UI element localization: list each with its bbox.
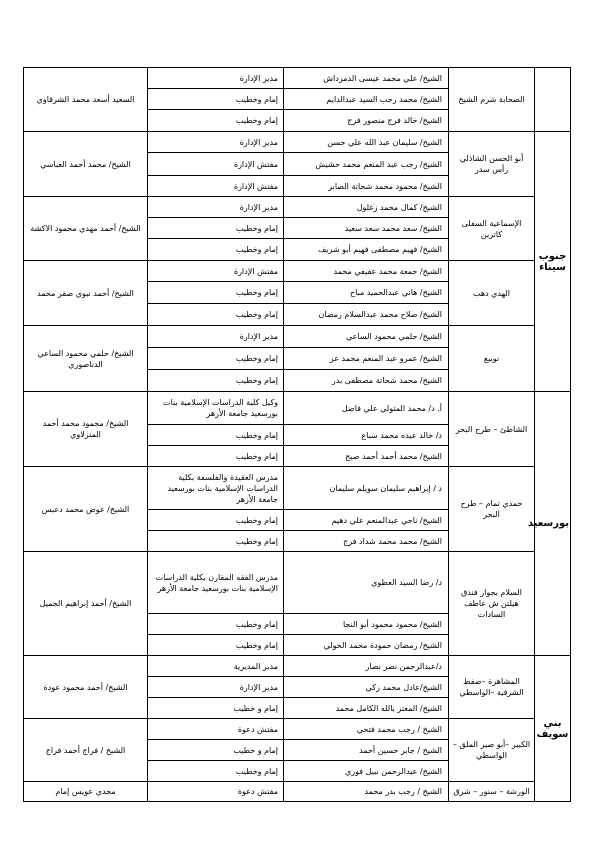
table-row	[24, 719, 571, 740]
preacher-name-cell: الشيخ/ محمد أحمد أحمد صبح	[284, 446, 449, 467]
governorate-cell: بورسعيد	[535, 392, 571, 656]
role-cell: إمام وخطيب	[148, 304, 284, 326]
preacher-name-cell: د/ خالد عبده محمد سباع	[284, 425, 449, 446]
preacher-name-cell: الشيخ/ عبدالرحمن نبيل فوزي	[284, 761, 449, 782]
supervisor-cell: الشيخ/ أحمد مهدي محمود الاكشة	[24, 197, 148, 261]
schedule-table	[23, 67, 571, 802]
table-row	[24, 656, 571, 677]
mosque-cell: حمدي تمام – طرح البحر	[449, 467, 535, 552]
table-row	[24, 261, 571, 282]
role-cell: إمام و خطيب	[148, 740, 284, 761]
role-cell: مدرس الفقه المقارن بكلية الدراسات الإسلامية بنات بورسعيد جامعة الأزهر	[148, 552, 284, 614]
preacher-name-cell: الشيخ/ محمد محمد شداد فرج	[284, 531, 449, 552]
preacher-name-cell: الشيخ/ رجب عبد المنعم محمد حشيش	[284, 153, 449, 176]
role-cell: مفتش دعوة	[148, 719, 284, 740]
preacher-name-cell: الشيخ/ صلاح محمد عبدالسلام رمضان	[284, 304, 449, 326]
preacher-name-cell: د/عبدالرحمن نصر نصار	[284, 656, 449, 677]
role-cell: إمام وخطيب	[148, 510, 284, 531]
table-row	[24, 392, 571, 425]
mosque-cell: نويبع	[449, 326, 535, 392]
supervisor-cell: الشيخ/ أحمد إبراهيم الجميل	[24, 552, 148, 656]
role-cell: مدير الإدارة	[148, 68, 284, 89]
table-row	[24, 68, 571, 89]
supervisor-cell: الشيخ/ محمود محمد أحمد المنزلاوي	[24, 392, 148, 467]
governorate-cell: بني سويف	[535, 656, 571, 802]
role-cell: مدرس العقيدة والفلسفة بكلية الدراسات الإسلامية بنات بورسعيد جامعة الأزهر	[148, 467, 284, 510]
preacher-name-cell: الشيخ/ جمعة محمد عفيفي محمد	[284, 261, 449, 282]
preacher-name-cell: الشيخ/ كمال محمد زغلول	[284, 197, 449, 218]
table-row	[24, 782, 571, 802]
preacher-name-cell: د / إبراهيم سليمان سويلم سليمان	[284, 467, 449, 510]
role-cell: إمام وخطيب	[148, 531, 284, 552]
table-row	[24, 132, 571, 153]
role-cell: إمام وخطيب	[148, 761, 284, 782]
role-cell: مدير المديرية	[148, 656, 284, 677]
schedule-body	[24, 68, 571, 802]
governorate-cell: جنوب سيناء	[535, 132, 571, 392]
supervisor-cell: الشيخ/ أحمد محمود عودة	[24, 656, 148, 719]
role-cell: مفتش دعوة	[148, 782, 284, 802]
role-cell: إمام وخطيب	[148, 218, 284, 239]
preacher-name-cell: الشيخ/عادل محمد زكي	[284, 677, 449, 698]
preacher-name-cell: الشيخ/ هاني عبدالحميد مباح	[284, 282, 449, 304]
preacher-name-cell: الشيخ/ علي محمد عيسى الدمرداش	[284, 68, 449, 89]
role-cell: إمام وخطيب	[148, 348, 284, 370]
table-row	[24, 467, 571, 510]
role-cell: مفتش الإدارة	[148, 176, 284, 197]
role-cell: مدير الإدارة	[148, 197, 284, 218]
role-cell: إمام وخطيب	[148, 370, 284, 392]
supervisor-cell: الشيخ/ حلمي محمود الساعي الدناصوري	[24, 326, 148, 392]
preacher-name-cell: الشيخ/ رمضان حمودة محمد الخولي	[284, 635, 449, 656]
role-cell: إمام وخطيب	[148, 635, 284, 656]
role-cell: مفتش الإدارة	[148, 261, 284, 282]
supervisor-cell: الشيخ/ محمد أحمد العباسي	[24, 132, 148, 197]
preacher-name-cell: د/ رضا السيد العطوي	[284, 552, 449, 614]
preacher-name-cell: الشيخ/ محمود محمود أبو النجا	[284, 614, 449, 635]
role-cell: وكيل كلية الدراسات الإسلامية بنات بورسعيد جامعة الأزهر	[148, 392, 284, 425]
preacher-name-cell: الشيخ/ عمرو عبد المنعم محمد عز	[284, 348, 449, 370]
supervisor-cell: الشيخ / فراج أحمد فراج	[24, 719, 148, 782]
mosque-cell: الشاطئ – طرح البحر	[449, 392, 535, 467]
table-row	[24, 326, 571, 348]
table-row	[24, 552, 571, 614]
mosque-cell: الإسماعية السفلى كاترين	[449, 197, 535, 261]
preacher-name-cell: الشيخ/ محمد رجب السيد عبدالدايم	[284, 89, 449, 110]
role-cell: مدير الإدارة	[148, 132, 284, 153]
preacher-name-cell: الشيخ/ المعتز بالله الكامل محمد	[284, 698, 449, 719]
mosque-cell: الهدي دهب	[449, 261, 535, 326]
role-cell: مدير الإدارة	[148, 326, 284, 348]
role-cell: مفتش الإدارة	[148, 153, 284, 176]
mosque-cell: الصحابة شرم الشيخ	[449, 68, 535, 132]
mosque-cell: المشاهرة –صفط الشرقية –الواسطي	[449, 656, 535, 719]
role-cell: إمام وخطيب	[148, 614, 284, 635]
preacher-name-cell: الشيخ/ سعد محمد سعد سعيد	[284, 218, 449, 239]
preacher-name-cell: الشيخ/ محمد شحاتة مصطفى بدر	[284, 370, 449, 392]
supervisor-cell: مجدي عويس إمام	[24, 782, 148, 802]
supervisor-cell: الشيخ/ عوض محمد دعبس	[24, 467, 148, 552]
preacher-name-cell: الشيخ/ محمود محمد شحاتة الصابر	[284, 176, 449, 197]
preacher-name-cell: الشيخ / رجب محمد فتحي	[284, 719, 449, 740]
preacher-name-cell: الشيخ / رجب بدر محمد	[284, 782, 449, 802]
table-row	[24, 197, 571, 218]
mosque-cell: الكبير –أبو صير الملق –الواسطي	[449, 719, 535, 782]
mosque-cell: السلام بجوار فندق هيلتن ش عاطف السادات	[449, 552, 535, 656]
preacher-name-cell: الشيخ/ فهيم مصطفى فهيم أبو شريف	[284, 239, 449, 261]
preacher-name-cell: الشيخ/ خالد فرج منصور فرج	[284, 110, 449, 132]
preacher-name-cell: الشيخ / جابر حسين أحمد	[284, 740, 449, 761]
preacher-name-cell: الشيخ/ ناجي عبدالمنعم علي دهيم	[284, 510, 449, 531]
preacher-name-cell: أ. د/ محمد المتولي علي فاضل	[284, 392, 449, 425]
role-cell: إمام وخطيب	[148, 425, 284, 446]
preacher-name-cell: الشيخ/ سليمان عبد الله علي حسن	[284, 132, 449, 153]
role-cell: مدير الإدارة	[148, 677, 284, 698]
preacher-name-cell: الشيخ/ حلمي محمود الساعي	[284, 326, 449, 348]
role-cell: إمام وخطيب	[148, 239, 284, 261]
role-cell: إمام وخطيب	[148, 110, 284, 132]
mosque-cell: أبو الحسن الشاذلي رأس سدر	[449, 132, 535, 197]
mosque-cell: الورشة – سنور – شرق	[449, 782, 535, 802]
role-cell: إمام وخطيب	[148, 89, 284, 110]
role-cell: إمام وخطيب	[148, 282, 284, 304]
role-cell: إمام و خطيب	[148, 698, 284, 719]
supervisor-cell: السعيد أسعد محمد الشرقاوي	[24, 68, 148, 132]
role-cell: إمام وخطيب	[148, 446, 284, 467]
governorate-cell	[535, 68, 571, 132]
supervisor-cell: الشيخ/ أحمد نبوي صقر محمد	[24, 261, 148, 326]
